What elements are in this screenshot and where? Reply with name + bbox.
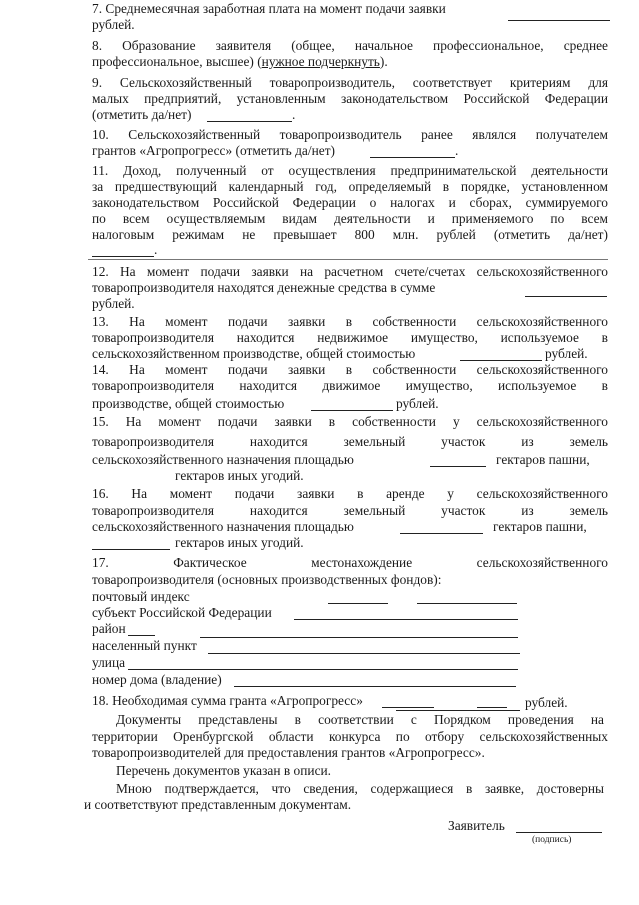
- item-11-line1: 11. Доход, полученный от осуществления предпринимательской деятельности: [92, 163, 608, 178]
- item-10-line2: грантов «Агропрогресс» (отметить да/нет): [92, 143, 336, 158]
- subject-field[interactable]: [294, 619, 518, 620]
- item-8-line2: [92, 54, 388, 70]
- item-7-unit: рублей.: [92, 17, 135, 32]
- item-13-unit: рублей.: [545, 346, 588, 361]
- item-11-field[interactable]: [92, 256, 154, 257]
- applicant-label: Заявитель: [448, 818, 505, 833]
- item-9-field[interactable]: [207, 121, 292, 122]
- postal-code-label: почтовый индекс: [92, 589, 190, 604]
- item-18-label: 18. Необходимая сумма гранта «Агропрогресс»: [92, 693, 363, 708]
- item-11-line5: налоговым режимам не превышает 800 млн. рублей (отметить да/нет): [92, 227, 608, 242]
- item-15-line1: 15. На момент подачи заявки в собственности у сельскохозяйственного: [92, 414, 608, 429]
- confirm-line1: Мною подтверждается, что сведения, содержащиеся в заявке, достоверны: [116, 781, 604, 796]
- confirm-line2: и соответствуют представленным документам.: [84, 797, 352, 812]
- item-16-other: гектаров иных угодий.: [175, 535, 304, 550]
- docs-line1: Документы представлены в соответствии с Порядком проведения на: [116, 712, 604, 727]
- signature-field[interactable]: [516, 832, 602, 833]
- item-7-field[interactable]: [508, 20, 610, 21]
- item-8-underlined: нужное подчеркнуть: [261, 54, 380, 69]
- documents-list-note: Перечень документов указан в описи.: [116, 763, 332, 778]
- item-9-dot: .: [292, 107, 296, 122]
- signature-caption: (подпись): [532, 835, 572, 845]
- item-13-line2: товаропроизводителя находится недвижимое имущество, используемое в: [92, 330, 608, 345]
- item-14-line2: товаропроизводителя находится движимое имущество, используемое в: [92, 378, 608, 393]
- item-13-line3: сельскохозяйственном производстве, общей стоимостью: [92, 346, 416, 361]
- item-16-line2: товаропроизводителя находится земельный участок из земель: [92, 503, 608, 518]
- docs-line2: территории Оренбургской области конкурса по отбору сельскохозяйственных: [92, 729, 608, 744]
- item-10-field[interactable]: [370, 157, 455, 158]
- item-16-field-other[interactable]: [92, 549, 170, 550]
- item-9-line1: 9. Сельскохозяйственный товаропроизводитель, соответствует критериям для: [92, 75, 608, 90]
- item-16-arable: гектаров пашни,: [493, 519, 587, 534]
- item-12-field[interactable]: [525, 296, 607, 297]
- item-15-line2: товаропроизводителя находится земельный участок из земель: [92, 434, 608, 449]
- item-14-line1: 14. На момент подачи заявки в собственности сельскохозяйственного: [92, 362, 608, 377]
- item-16-line1: 16. На момент подачи заявки в аренде у сельскохозяйственного: [92, 486, 608, 501]
- street-field[interactable]: [128, 669, 518, 670]
- district-field[interactable]: [200, 637, 518, 638]
- item-18-field[interactable]: [396, 710, 520, 711]
- docs-line3: товаропроизводителей для предоставления грантов «Агропрогресс».: [92, 745, 485, 760]
- item-8-line1: 8. Образование заявителя (общее, начальное профессиональное, среднее: [92, 38, 608, 53]
- postal-code-field-2[interactable]: [417, 603, 517, 604]
- item-16-field-arable[interactable]: [400, 533, 483, 534]
- item-15-other: гектаров иных угодий.: [175, 468, 304, 483]
- postal-code-field[interactable]: [328, 603, 388, 604]
- settlement-field[interactable]: [208, 653, 520, 654]
- item-7-label: 7. Среднемесячная заработная плата на момент подачи заявки: [92, 1, 446, 16]
- item-12-unit: рублей.: [92, 296, 135, 311]
- item-11-line2: за предшествующий календарный год, определяемый в порядке, установленном: [92, 179, 608, 194]
- item-16-line3: сельскохозяйственного назначения площадью: [92, 519, 354, 534]
- item-15-arable: гектаров пашни,: [496, 452, 590, 467]
- item-14-line3: производстве, общей стоимостью: [92, 396, 285, 411]
- item-17-line2: товаропроизводителя (основных производственных фондов):: [92, 572, 442, 587]
- item-15-line3: сельскохозяйственного назначения площадью: [92, 452, 354, 467]
- item-11-line3: законодательством Российской Федерации о налогах и сборах, суммируемого: [92, 195, 608, 210]
- district-field-short[interactable]: [128, 635, 155, 636]
- item-8-end: ).: [379, 54, 388, 69]
- item-11-line4: по всем осуществляемым видам деятельности и применяемого по всем: [92, 211, 608, 226]
- item-13-field[interactable]: [460, 360, 542, 361]
- item-14-unit: рублей.: [396, 396, 439, 411]
- item-15-field-arable[interactable]: [430, 466, 486, 467]
- subject-label: субъект Российской Федерации: [92, 605, 272, 620]
- item-18-unit: рублей.: [525, 695, 568, 710]
- item-18-field-2[interactable]: [477, 707, 507, 708]
- item-9-line2: малых предприятий, установленным законодательством Российской Федерации: [92, 91, 608, 106]
- item-14-field[interactable]: [311, 410, 393, 411]
- item-8-text: профессиональное, высшее) (: [92, 54, 262, 69]
- item-17-line1: 17. Фактическое местонахождение сельскохозяйственного: [92, 555, 608, 570]
- item-12-line1: 12. На момент подачи заявки на расчетном счете/счетах сельскохозяйственного: [92, 264, 608, 279]
- district-label: район: [92, 621, 126, 636]
- item-18-field-1[interactable]: [382, 707, 434, 708]
- house-label: номер дома (владение): [92, 672, 222, 687]
- item-13-line1: 13. На момент подачи заявки в собственности сельскохозяйственного: [92, 314, 608, 329]
- item-10-line1: 10. Сельскохозяйственный товаропроизводитель ранее являлся получателем: [92, 127, 608, 142]
- item-11-dot: .: [154, 242, 158, 257]
- separator-line: [88, 259, 608, 260]
- street-label: улица: [92, 655, 126, 670]
- item-12-line2: товаропроизводителя находятся денежные средства в сумме: [92, 280, 436, 295]
- item-9-line3: (отметить да/нет): [92, 107, 192, 122]
- item-10-dot: .: [455, 143, 459, 158]
- settlement-label: населенный пункт: [92, 638, 197, 653]
- house-field[interactable]: [234, 686, 516, 687]
